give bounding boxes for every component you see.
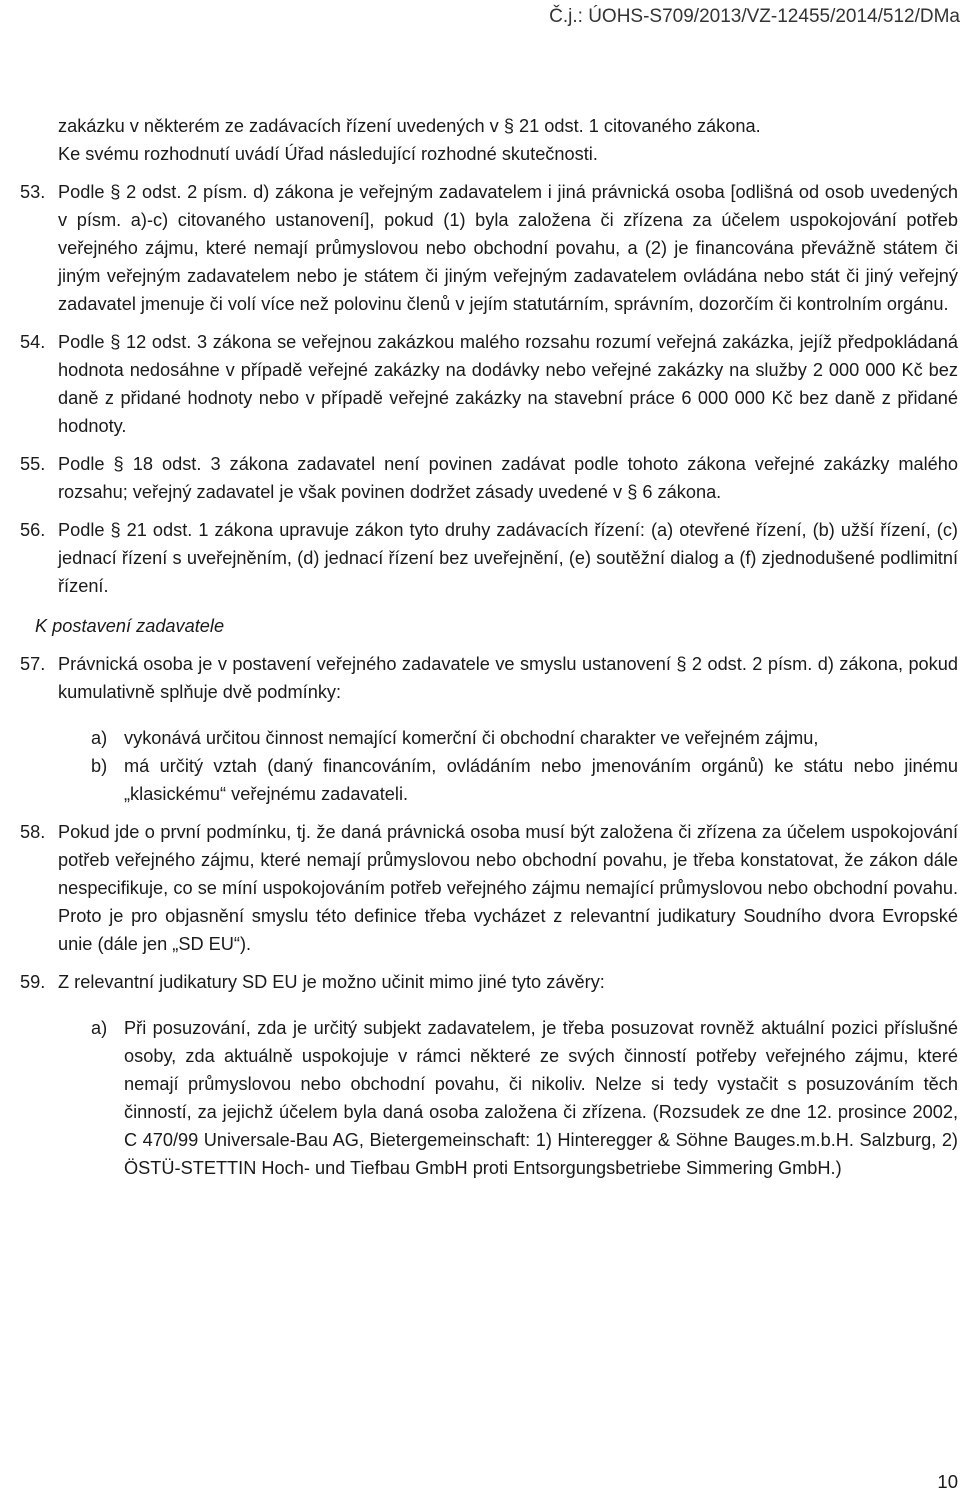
- paragraph-55: [20, 450, 958, 506]
- subitem-text: má určitý vztah (daný financováním, ovládáním nebo jmenováním orgánů) ke státu nebo jinému „klasickému“ veřejnému zadavateli.: [124, 756, 958, 804]
- subitem-a: [58, 724, 958, 752]
- paragraph-text: Podle § 2 odst. 2 písm. d) zákona je veřejným zadavatelem i jiná právnická osoba [odlišná od osob uvedených v písm. a)-c) citovaného ustanovení], pokud (1) byla založena či zřízena za účelem uspokojování potřeb veřejného zájmu, které nemají průmyslovou nebo obchodní povahu, a (2) je financována převážně státem či jiným veřejným zadavatelem nebo je státem či jiným veřejným zadavatelem ovládána nebo stát či jiný veřejný zadavatel jmenuje či volí více než polovinu členů v jejím statutárním, správním, dozorčím či kontrolním orgánu.: [58, 182, 958, 314]
- paragraph-number: 58.: [20, 822, 46, 842]
- paragraph-text: Právnická osoba je v postavení veřejného zadavatele ve smyslu ustanovení § 2 odst. 2 písm. d) zákona, pokud kumulativně splňuje dvě podmínky:: [58, 654, 958, 702]
- paragraph-number: 55.: [20, 454, 46, 474]
- paragraph-54: [20, 328, 958, 440]
- intro-block: [20, 112, 958, 168]
- paragraph-text: Podle § 18 odst. 3 zákona zadavatel není povinen zadávat podle tohoto zákona veřejné zakázky malého rozsahu; veřejný zadavatel je však povinen dodržet zásady uvedené v § 6 zákona.: [58, 454, 958, 502]
- subitem-text: Při posuzování, zda je určitý subjekt zadavatelem, je třeba posuzovat rovněž aktuální pozici příslušné osoby, zda aktuálně uspokojuje v rámci některé ze svých činností potřeby veřejného zájmu, které nemají průmyslovou nebo obchodní povahu, či nikoliv. Nelze si tedy vystačit s posuzováním těch činností, za jejichž účelem byla daná osoba založena či zřízena. (Rozsudek ze dne 12. prosince 2002, C 470/99 Universale-Bau AG, Bietergemeinschaft: 1) Hinteregger & Söhne Bauges.m.b.H. Salzburg, 2) ÖSTÜ-STETTIN Hoch- und Tiefbau GmbH proti Entsorgungsbetriebe Simmering GmbH.): [124, 1018, 958, 1178]
- paragraph-59: [20, 968, 958, 996]
- paragraph-59-subitems: [20, 1014, 958, 1182]
- paragraph-57-subitems: [20, 724, 958, 808]
- paragraph-number: 53.: [20, 182, 46, 202]
- section-heading: K postavení zadavatele: [35, 616, 225, 636]
- subitem-b: [58, 752, 958, 808]
- paragraph-number: 56.: [20, 520, 46, 540]
- paragraph-text: Podle § 21 odst. 1 zákona upravuje zákon tyto druhy zadávacích řízení: (a) otevřené řízení, (b) užší řízení, (c) jednací řízení s uveřejněním, (d) jednací řízení bez uveřejnění, (e) soutěžní dialog a (f) zjednodušené podlimitní řízení.: [58, 520, 958, 596]
- subitem-label: a): [91, 1018, 108, 1038]
- subitem-label: b): [91, 756, 108, 776]
- document-body: [20, 112, 958, 1182]
- paragraph-text: Podle § 12 odst. 3 zákona se veřejnou zakázkou malého rozsahu rozumí veřejná zakázka, jejíž předpokládaná hodnota nedosáhne v případě veřejné zakázky na dodávky nebo veřejné zakázky na služby 2 000 000 Kč bez daně z přidané hodnoty nebo v případě veřejné zakázky na stavební práce 6 000 000 Kč bez daně z přidané hodnoty.: [58, 332, 958, 436]
- paragraph-text: Pokud jde o první podmínku, tj. že daná právnická osoba musí být založena či zřízena za účelem uspokojování potřeb veřejného zájmu, které nemají průmyslovou nebo obchodní povahu, je třeba konstatovat, že zákon dále nespecifikuje, co se míní uspokojováním potřeb veřejného zájmu nemající průmyslovou nebo obchodní povahu. Proto je pro objasnění smyslu této definice třeba vycházet z relevantní judikatury Soudního dvora Evropské unie (dále jen „SD EU“).: [58, 822, 958, 954]
- document-reference: Č.j.: ÚOHS-S709/2013/VZ-12455/2014/512/DMa: [549, 6, 960, 27]
- paragraph-53: [20, 178, 958, 318]
- paragraph-58: [20, 818, 958, 958]
- subitem-label: a): [91, 728, 108, 748]
- paragraph-number: 57.: [20, 654, 46, 674]
- subitem-a: [58, 1014, 958, 1182]
- subitem-text: vykonává určitou činnost nemající komerční či obchodní charakter ve veřejném zájmu,: [124, 728, 819, 748]
- paragraph-text: Z relevantní judikatury SD EU je možno učinit mimo jiné tyto závěry:: [58, 972, 605, 992]
- paragraph-57: [20, 650, 958, 706]
- paragraph-56: [20, 516, 958, 600]
- paragraph-number: 59.: [20, 972, 46, 992]
- page-number: 10: [937, 1471, 958, 1492]
- intro-line-2: Ke svému rozhodnutí uvádí Úřad následující rozhodné skutečnosti.: [58, 144, 598, 164]
- paragraph-number: 54.: [20, 332, 46, 352]
- intro-line-1: zakázku v některém ze zadávacích řízení uvedených v § 21 odst. 1 citovaného zákona.: [58, 116, 761, 136]
